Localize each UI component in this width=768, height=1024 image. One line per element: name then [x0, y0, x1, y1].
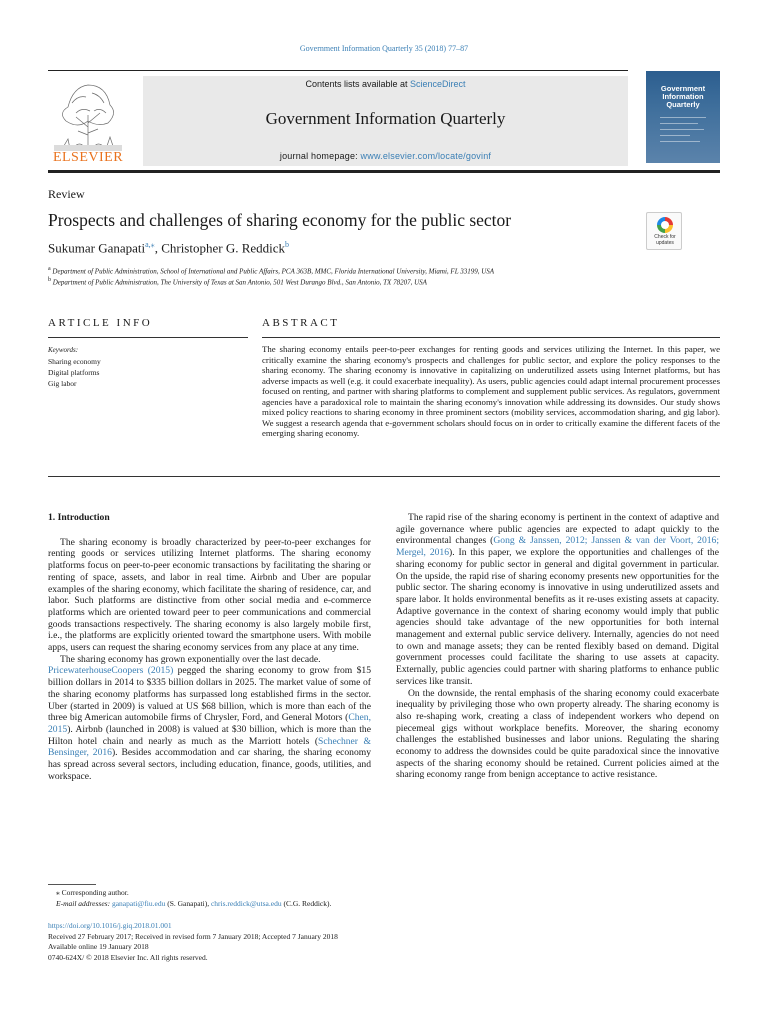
cover-title-line: Information: [662, 92, 704, 101]
affiliation-label: a: [48, 266, 51, 272]
keyword: Gig labor: [48, 379, 77, 388]
keywords-list: [48, 356, 101, 389]
check-updates-label-line: Check for: [654, 234, 676, 240]
body-paragraph: The sharing economy is broadly characterized by peer-to-peer exchanges for renting goods or services utilizing Internet platforms. The sharing economy platforms focus on peer-to-peer economic transactions by facilitating the sharing or renting of space, assets, and labor in real time. Airbnb and Uber are popular examples of the sharing economy, which facilitate the sharing of residence, car, and labor. Such platforms are distinctive from other social media and e-commerce platforms which are oriented toward peer to peer communications and commercial goods transactions respectively. The sharing economy is also largely mobile first, i.e., the platforms are explicitly oriented toward the smartphone users. With mobile apps, users can request the sharing economy services from any place at any time.: [48, 536, 371, 654]
paragraph-text: ). In this paper, we explore the opportunities and challenges of the sharing economy for public sector in general and digital government in particular. On the upside, the rapid rise of sharing economy presents new opportunities for the public sector. The sharing economy is innovative in using underutilized assets and spare labor. It holds environmental benefits as it re-uses existing assets at capacity. Adaptive governance in the context of sharing economy would imply that public agencies should take advantage of the new opportunities for both internal management and external public service delivery. Internally, agencies do not need to own and manage assets; they can be rented flexibly based on demand. Digital government processes could facilitate the sharing to use assets at capacity. Externally, public agencies could partner with sharing platforms to enhance public services like transit.: [396, 547, 719, 687]
email-link[interactable]: ganapati@fiu.edu: [111, 898, 166, 908]
journal-cover-thumbnail[interactable]: [646, 71, 720, 163]
elsevier-wordmark: ELSEVIER: [52, 150, 124, 165]
cover-title: [646, 85, 720, 109]
cover-decoration: [660, 117, 706, 118]
paragraph-text: ). Besides accommodation and car sharing, the sharing economy has spread across several sectors, including education, finance, goods, utilities, and workspace.: [48, 747, 372, 782]
article-title: Prospects and challenges of sharing economy for the public sector: [48, 210, 512, 230]
email-label: E-mail addresses:: [56, 898, 112, 908]
journal-citation-link[interactable]: Government Information Quarterly 35 (2018) 77–87: [299, 44, 469, 53]
copyright-line: 0740-624X/ © 2018 Elsevier Inc. All rights reserved.: [48, 952, 208, 962]
citation-link[interactable]: Schechner & Bensinger, 2016: [48, 735, 371, 759]
footnotes: [48, 888, 331, 909]
cover-title-line: Government: [660, 84, 706, 93]
received-dates: Received 27 February 2017; Received in revised form 7 January 2018; Accepted 7 January 2018: [48, 931, 338, 941]
email-link[interactable]: chris.reddick@utsa.edu: [210, 898, 282, 908]
homepage-prefix: journal homepage:: [279, 151, 361, 161]
citation-link[interactable]: Gong & Janssen, 2012; Janssen & van der Voort, 2016; Mergel, 2016: [396, 535, 719, 559]
cover-decoration: [660, 123, 698, 124]
header-bottom-rule: [48, 170, 720, 173]
contents-prefix: Contents lists available at: [305, 79, 411, 89]
author-name[interactable]: Christopher G. Reddick: [161, 240, 286, 256]
journal-title: Government Information Quarterly: [265, 109, 506, 128]
check-updates-label-line: updates: [656, 239, 674, 246]
journal-homepage-line: [143, 151, 628, 161]
affiliation-text: Department of Public Administration, School of International and Public Affairs, PCA 363B, MMC, Florida International University, Miami, FL 33199, USA: [52, 267, 495, 276]
author-name[interactable]: Sukumar Ganapati: [48, 240, 146, 256]
author-affiliation-marker[interactable]: a,⁎: [145, 240, 155, 249]
keyword: Sharing economy: [48, 357, 101, 366]
check-updates-icon: [657, 217, 673, 233]
author-affiliation-marker[interactable]: b: [285, 240, 290, 249]
abstract-text: The sharing economy entails peer-to-peer exchanges for renting goods and services utilizing the Internet. In this paper, we critically examine the sharing economy's prospects and challenges for public sector, and explore the policy responses to the sharing economy. The sharing economy is innovative in capitalizing on underutilized assets using Internet platforms, but has adverse impacts as well (e.g. it could exacerbate inequality). As users, public agencies could adapt internal procurement processes focused on renting, and partner with sharing platforms to complement and supplement public services. As regulators, government agencies have a paradoxical role to maintain the sharing economy's innovation while addressing its downsides. Our study shows mixed policy reactions to sharing economy in three prominent sectors (mobility services, accommodation sharing, and gig labor). We suggest a research agenda that e-government scholars should focus on in order to critically examine the different facets of the emerging sharing economy.: [262, 344, 720, 438]
cover-decoration: [660, 141, 700, 142]
article-info-heading: ARTICLE INFO: [48, 317, 153, 329]
header-top-rule: [48, 70, 628, 71]
affiliation: [48, 277, 427, 286]
body-paragraph: On the downside, the rental emphasis of the sharing economy could exacerbate inequality by privileging those who own property already. The sharing economy is also re-shaping work, creating a class of independent workers who depend on piecemeal gigs without workplace benefits. Moreover, the sharing economy challenges the established businesses and labor unions. Regulating the sharing economy to address the downsides could be quite paradoxical since the innovative aspects of the sharing economy should be retained. Current policies aimed at the sharing economy range from benign acceptance to active resistance.: [396, 687, 719, 781]
author-list: [48, 240, 289, 256]
affiliation-text: Department of Public Administration, The University of Texas at San Antonio, 501 West Durango Blvd., San Antonio, TX 78207, USA: [52, 278, 427, 287]
body-paragraph: The sharing economy has grown exponentially over the last decade.: [60, 653, 321, 665]
cover-decoration: [660, 129, 704, 130]
cover-decoration: [660, 135, 690, 136]
abstract-heading: ABSTRACT: [262, 317, 340, 329]
citation-link[interactable]: Chen, 2015: [48, 712, 371, 735]
article-info-rule: [48, 337, 248, 338]
body-paragraph: [48, 665, 371, 782]
email-addresses-note: [48, 899, 331, 910]
section-heading: 1. Introduction: [48, 512, 110, 523]
email-owner: (S. Ganapati),: [165, 898, 211, 908]
cover-title-line: Quarterly: [666, 100, 700, 109]
article-section-type: Review: [48, 187, 85, 201]
journal-homepage-link[interactable]: www.elsevier.com/locate/govinf: [360, 151, 492, 161]
paragraph-text: pegged the sharing economy to grow from $15 billion dollars in 2014 to $335 billion dollars in 2025. The market value of some of the sharing economy platforms has surpassed long established firms in the sector. Uber (started in 2009) is valued at US $68 billion, which is more than each of the three big American automobile firms of Chrysler, Ford, and General Motors (: [48, 665, 371, 724]
email-owner: (C.G. Reddick).: [281, 898, 332, 908]
paragraph-text: The rapid rise of the sharing economy is pertinent in the context of adaptive and agile governance where public agencies are expected to adapt quickly to the environmental changes (: [396, 512, 719, 547]
sciencedirect-link[interactable]: ScienceDirect: [410, 79, 466, 89]
available-online-date: Available online 19 January 2018: [48, 942, 149, 951]
check-for-updates-button[interactable]: [646, 212, 682, 250]
affiliation-label: b: [48, 277, 51, 283]
author-separator: ,: [154, 240, 162, 256]
keywords-label: Keywords:: [48, 346, 79, 354]
corresponding-author-note: ⁎ Corresponding author.: [56, 888, 129, 897]
footnote-rule: [48, 884, 96, 885]
citation-link[interactable]: PricewaterhouseCoopers (2015): [48, 665, 174, 677]
affiliation: [48, 266, 494, 275]
abstract-rule: [262, 337, 720, 338]
paragraph-text: ). Airbnb (launched in 2008) is valued at $30 billion, which is more than the Hilton hotel chain and nearly as much as the Marriott hotels (: [48, 723, 371, 747]
article-metadata: [48, 921, 338, 963]
body-column-right: [396, 512, 719, 781]
check-updates-label: [647, 235, 683, 246]
body-column-left: [48, 512, 371, 782]
keyword: Digital platforms: [48, 368, 100, 377]
body-paragraph: [396, 512, 719, 688]
doi-link[interactable]: https://doi.org/10.1016/j.giq.2018.01.001: [48, 921, 172, 930]
contents-available-line: [143, 79, 628, 89]
abstract-bottom-rule: [48, 476, 720, 477]
